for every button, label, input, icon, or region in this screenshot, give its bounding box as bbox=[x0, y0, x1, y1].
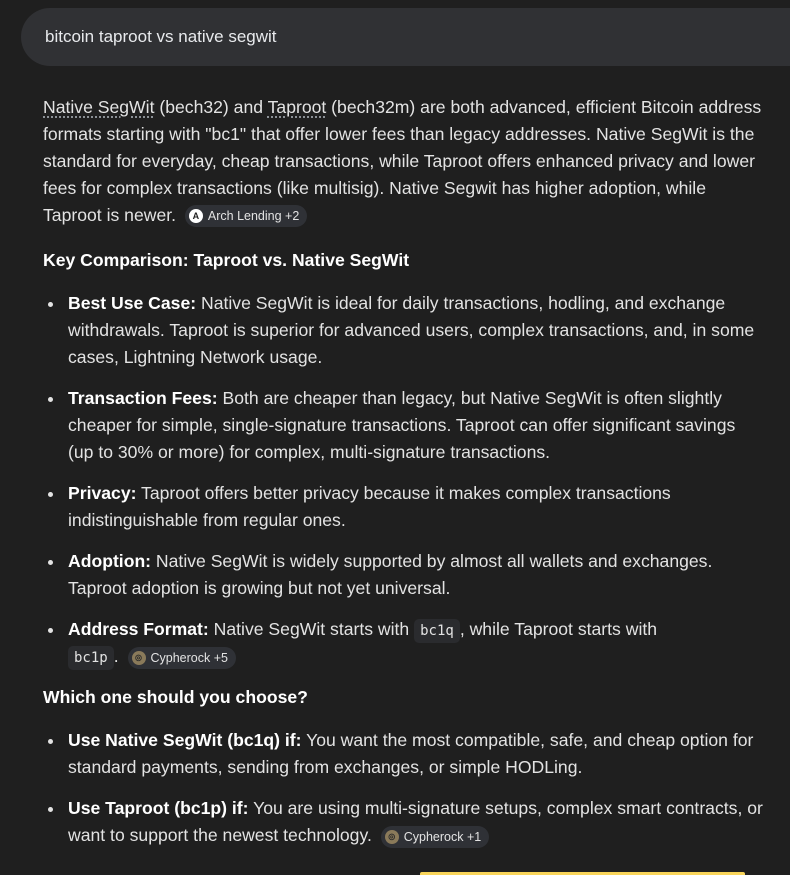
arch-lending-logo-icon: A bbox=[189, 209, 203, 223]
list-item-label: Adoption: bbox=[68, 551, 152, 571]
cypherock-logo-icon: ◎ bbox=[385, 830, 399, 844]
list-item-text: Both are cheaper than legacy, but Native SegWit is often slightly cheaper for simple, single-signature transactions. Taproot can offer significant savings (up to 30% or more) for complex, multi-signature transactions. bbox=[68, 388, 736, 462]
list-item-label: Best Use Case: bbox=[68, 293, 197, 313]
list-item-label: Use Taproot (bc1p) if: bbox=[68, 798, 249, 818]
list-item-label: Address Format: bbox=[68, 619, 209, 639]
code-bc1q: bc1q bbox=[414, 619, 460, 643]
search-query-bar[interactable] bbox=[21, 8, 790, 66]
list-item-text: Taproot offers better privacy because it makes complex transactions indistinguishable from regular ones. bbox=[68, 483, 671, 530]
intro-text-2: (bech32m) are both advanced, efficient Bitcoin address formats starting with "bc1" that offer lower fees than legacy addresses. Native SegWit is the standard for everyday, cheap transactions, while Taproot offers enhanced privacy and lower fees for complex transactions (like multisig). Native Segwit has higher adoption, while Taproot is newer. bbox=[43, 97, 762, 225]
list-item bbox=[68, 385, 763, 466]
list-item bbox=[68, 290, 763, 371]
list-item-label: Use Native SegWit (bc1q) if: bbox=[68, 730, 302, 750]
list-item bbox=[68, 795, 763, 849]
list-item-text: Native SegWit is widely supported by almost all wallets and exchanges. Taproot adoption is growing but not yet universal. bbox=[68, 551, 713, 598]
which-one-heading: Which one should you choose? bbox=[43, 687, 308, 707]
list-item-text: You want the most compatible, safe, and cheap option for standard payments, sending from exchanges, or simple HODLing. bbox=[68, 730, 754, 777]
taproot-link[interactable]: Taproot bbox=[267, 97, 327, 117]
ai-overview-content bbox=[43, 94, 763, 863]
source-chip-label: Cypherock +1 bbox=[403, 830, 482, 844]
list-item bbox=[68, 548, 763, 602]
intro-paragraph bbox=[43, 94, 763, 229]
list-item bbox=[68, 616, 763, 670]
source-chip-cypherock[interactable] bbox=[381, 826, 489, 848]
list-item-label: Transaction Fees: bbox=[68, 388, 218, 408]
intro-text-1: (bech32) and bbox=[154, 97, 268, 117]
list-item-text: Native SegWit is ideal for daily transactions, hodling, and exchange withdrawals. Taproot is superior for advanced users, complex transactions, and, in some cases, Lightning Network usage. bbox=[68, 293, 755, 367]
source-chip-arch-lending[interactable] bbox=[185, 205, 307, 227]
source-chip-label: Arch Lending +2 bbox=[207, 209, 300, 223]
native-segwit-link[interactable]: Native SegWit bbox=[43, 97, 155, 117]
list-item bbox=[68, 727, 763, 781]
choose-list bbox=[43, 727, 763, 849]
list-item-text: You are using multi-signature setups, complex smart contracts, or want to support the newest technology. bbox=[68, 798, 763, 845]
code-bc1p: bc1p bbox=[68, 646, 114, 670]
cypherock-logo-icon: ◎ bbox=[132, 651, 146, 665]
list-item-text: Native SegWit starts with bbox=[208, 619, 415, 639]
list-item-label: Privacy: bbox=[68, 483, 137, 503]
list-item-text: , while Taproot starts with bbox=[459, 619, 658, 639]
key-comparison-heading: Key Comparison: Taproot vs. Native SegWit bbox=[43, 250, 410, 270]
key-comparison-list bbox=[43, 290, 763, 670]
source-chip-label: Cypherock +5 bbox=[150, 651, 228, 665]
list-item bbox=[68, 480, 763, 534]
source-chip-cypherock[interactable] bbox=[128, 647, 236, 669]
list-item-text: . bbox=[113, 646, 119, 666]
search-query-text: bitcoin taproot vs native segwit bbox=[45, 27, 277, 46]
